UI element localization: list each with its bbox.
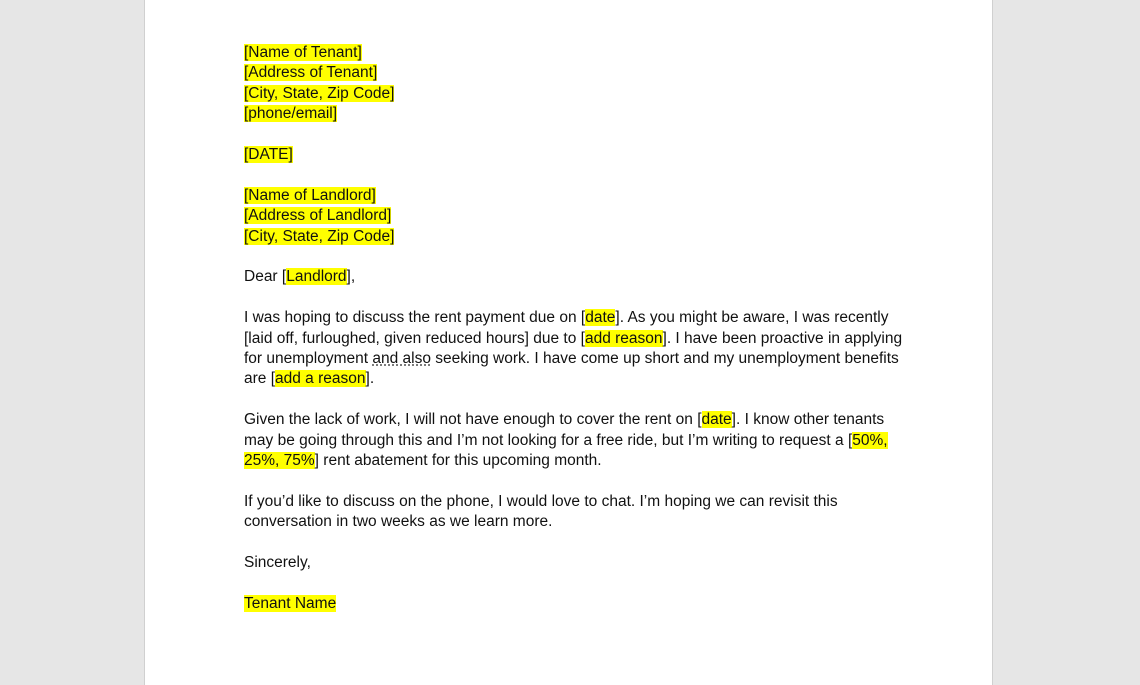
blank-line [244, 165, 904, 185]
tenant-name-placeholder[interactable]: [Name of Tenant] [244, 44, 362, 61]
para2-percent-placeholder[interactable]: 50%, 25%, 75% [244, 431, 888, 470]
paragraph-rent-payment [244, 308, 904, 390]
blank-line [244, 288, 904, 308]
para1-text-2: ]. As you might be aware, I was recently [laid off, furloughed, given reduced hours] due to [ [244, 309, 889, 347]
grammar-suggestion[interactable]: and also [372, 350, 431, 368]
salutation-prefix: Dear [ [244, 268, 287, 286]
document-page[interactable] [144, 0, 993, 685]
landlord-city-placeholder[interactable]: [City, State, Zip Code] [244, 227, 395, 245]
para2-date-placeholder[interactable]: date [701, 411, 732, 429]
blank-line [244, 125, 904, 145]
para1-date-placeholder[interactable]: date [585, 309, 616, 327]
tenant-city-placeholder[interactable]: [City, State, Zip Code] [244, 84, 395, 102]
tenant-contact-placeholder[interactable]: [phone/email] [244, 105, 338, 123]
para2-text-1: Given the lack of work, I will not have enough to cover the rent on [ [244, 411, 702, 429]
blank-line [244, 533, 904, 553]
blank-line [244, 390, 904, 410]
para2-text-2: ]. I know other tenants may be going through this and I’m not looking for a free ride, but I’m writing to request a [ [244, 411, 885, 449]
para1-text-1: I was hoping to discuss the rent payment due on [ [244, 309, 586, 327]
salutation-landlord-placeholder[interactable]: Landlord [286, 268, 347, 286]
paragraph-abatement-request [244, 410, 904, 471]
para1-reason-placeholder[interactable]: add reason [584, 329, 663, 347]
paragraph-followup: If you’d like to discuss on the phone, I would love to chat. I’m hoping we can revisit this conversation in two weeks as we learn more. [244, 492, 838, 531]
blank-line [244, 247, 904, 267]
closing: Sincerely, [244, 554, 311, 572]
date-placeholder[interactable]: [DATE] [244, 146, 293, 164]
tenant-address-placeholder[interactable]: [Address of Tenant] [244, 64, 378, 82]
signature-placeholder[interactable]: Tenant Name [244, 594, 337, 612]
blank-line [244, 573, 904, 593]
tenant-address-block [244, 43, 904, 125]
blank-line [244, 471, 904, 491]
salutation-suffix: ], [346, 268, 356, 286]
para1-text-5: ]. [365, 370, 375, 388]
para1-text-4: seeking work. I have come up short and my unemployment benefits are [ [244, 350, 899, 388]
salutation [244, 267, 904, 287]
landlord-address-placeholder[interactable]: [Address of Landlord] [244, 207, 392, 225]
para1-text-3: ]. I have been proactive in applying for unemployment [244, 329, 903, 368]
letter-body[interactable] [244, 43, 904, 614]
para2-text-3: ] rent abatement for this upcoming month. [314, 452, 602, 470]
landlord-address-block [244, 186, 904, 247]
landlord-name-placeholder[interactable]: [Name of Landlord] [244, 186, 376, 204]
para1-benefits-placeholder[interactable]: add a reason [275, 370, 366, 388]
